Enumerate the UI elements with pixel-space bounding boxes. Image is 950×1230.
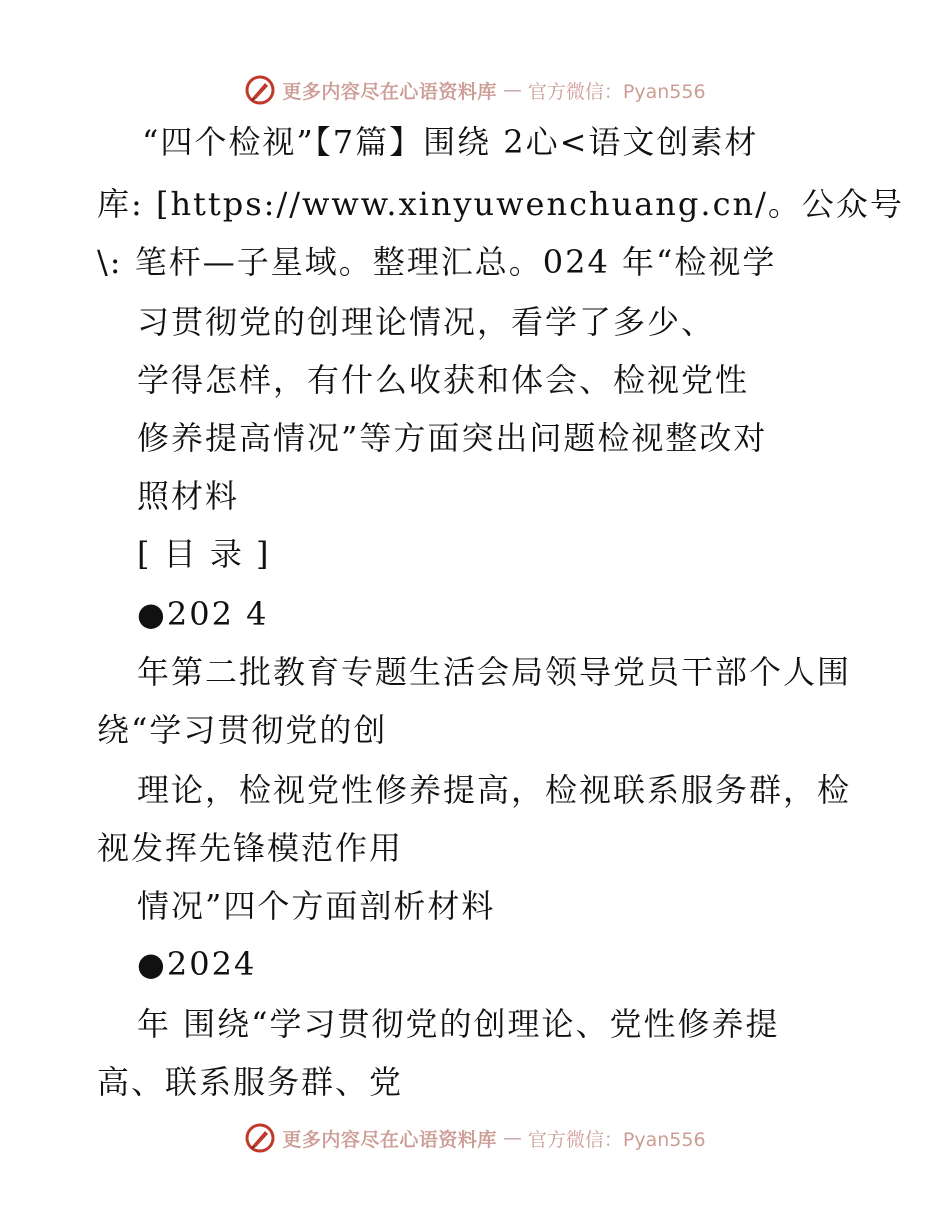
header-banner-separator: — xyxy=(502,79,522,101)
footer-banner xyxy=(0,1118,950,1158)
toc-item-1-bullet: ●202 4 xyxy=(137,595,269,633)
footer-banner-inner xyxy=(244,1122,705,1154)
footer-banner-contact: 官方微信：Pyan556 xyxy=(527,1128,706,1151)
header-banner xyxy=(0,70,950,110)
pen-logo-icon xyxy=(244,1122,276,1154)
toc-item-1-line-5: 情况”四个方面剖析材料 xyxy=(137,887,496,925)
doc-line-2: 库: [https://www.xinyuwenchuang.cn/。公众号 xyxy=(97,185,904,223)
doc-line-1: “四个检视”【7篇】围绕 2心<语文创素材 xyxy=(142,123,759,161)
toc-item-2-bullet: ●2024 xyxy=(137,945,257,983)
toc-item-1-line-4: 视发挥先锋模范作用 xyxy=(97,829,404,867)
footer-banner-separator: — xyxy=(502,1127,522,1149)
doc-line-5: 学得怎样，有什么收获和体会、检视党性 xyxy=(137,361,750,399)
pen-logo-icon xyxy=(244,74,276,106)
doc-line-6: 修养提高情况”等方面突出问题检视整改对 xyxy=(137,419,768,457)
toc-item-2-line-2: 高、联系服务群、党 xyxy=(97,1063,404,1101)
toc-item-1-line-1: 年第二批教育专题生活会局领导党员干部个人围 xyxy=(137,653,852,691)
header-banner-inner xyxy=(244,74,705,106)
doc-line-7: 照材料 xyxy=(137,477,240,515)
toc-item-1-line-3: 理论，检视党性修养提高，检视联系服务群，检 xyxy=(137,771,852,809)
table-of-contents-heading: [ 目 录 ] xyxy=(137,535,271,573)
doc-line-4: 习贯彻党的创理论情况，看学了多少、 xyxy=(137,303,716,341)
toc-item-2-line-1: 年 围绕“学习贯彻党的创理论、党性修养提 xyxy=(137,1005,780,1043)
header-banner-contact: 官方微信：Pyan556 xyxy=(527,80,706,103)
toc-item-1-line-2: 绕“学习贯彻党的创 xyxy=(97,711,388,749)
footer-banner-text: 更多内容尽在心语资料库 xyxy=(282,1128,497,1151)
doc-line-3: \: 笔杆—子星域。整理汇总。024 年“检视学 xyxy=(97,243,777,281)
header-banner-text: 更多内容尽在心语资料库 xyxy=(282,80,497,103)
